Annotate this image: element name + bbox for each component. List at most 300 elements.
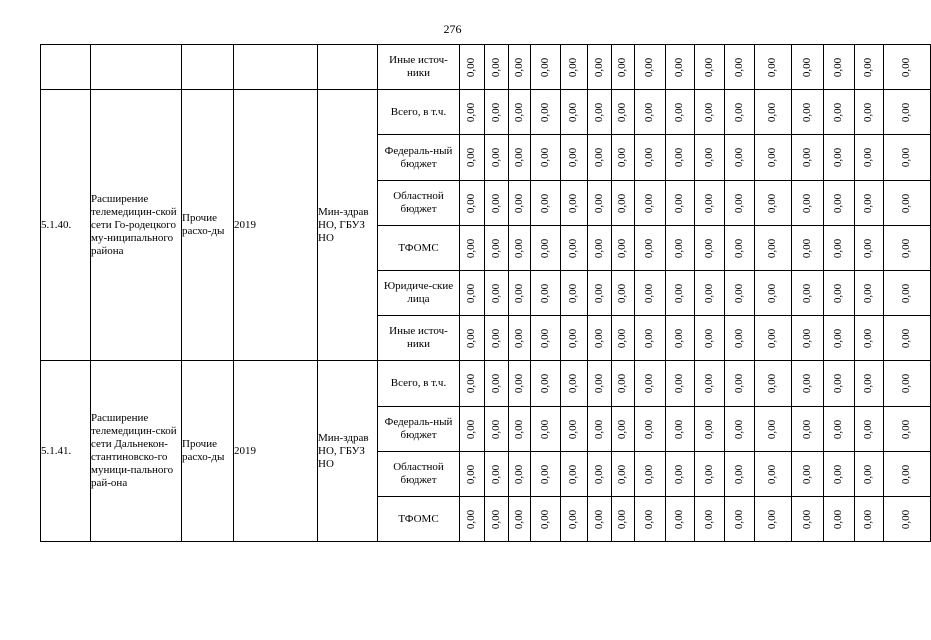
value-text: 0,00 [703, 464, 715, 484]
value-text: 0,00 [766, 283, 779, 303]
funding-source: Федераль-ный бюджет [378, 407, 460, 452]
value-text: 0,00 [766, 328, 779, 348]
item-number: 5.1.40. [41, 90, 91, 361]
item-year [234, 45, 318, 90]
value-text: 0,00 [593, 283, 605, 303]
value-cell [725, 45, 755, 90]
value-text: 0,00 [539, 283, 551, 303]
value-cell [588, 45, 612, 90]
value-text: 0,00 [733, 147, 745, 168]
value-text: 0,00 [801, 509, 813, 529]
value-text: 0,00 [673, 509, 686, 529]
value-cell [485, 135, 509, 181]
value-cell [460, 271, 485, 316]
item-number [41, 45, 91, 90]
value-text: 0,00 [862, 464, 875, 484]
value-text: 0,00 [733, 509, 745, 529]
value-cell [884, 361, 931, 407]
value-text: 0,00 [490, 283, 502, 303]
value-cell [855, 361, 884, 407]
value-cell [460, 316, 485, 361]
value-cell [612, 226, 635, 271]
value-text: 0,00 [801, 102, 813, 122]
value-text: 0,00 [643, 419, 656, 439]
value-cell [695, 361, 725, 407]
value-cell [531, 226, 561, 271]
value-text: 0,00 [766, 373, 779, 394]
value-cell [855, 45, 884, 90]
value-text: 0,00 [832, 464, 845, 484]
value-text: 0,00 [832, 102, 845, 122]
value-cell [561, 271, 588, 316]
value-text: 0,00 [900, 57, 913, 77]
value-cell [792, 135, 824, 181]
value-cell [755, 181, 792, 226]
value-text: 0,00 [766, 147, 779, 168]
value-cell [485, 452, 509, 497]
value-text: 0,00 [616, 328, 629, 348]
funding-source: Иные источ-ники [378, 45, 460, 90]
value-text: 0,00 [862, 373, 875, 394]
value-cell [561, 45, 588, 90]
value-cell [666, 361, 695, 407]
value-cell [855, 226, 884, 271]
value-cell [612, 271, 635, 316]
value-text: 0,00 [490, 102, 502, 122]
value-cell [588, 316, 612, 361]
value-cell [460, 452, 485, 497]
value-cell [612, 181, 635, 226]
value-cell [695, 135, 725, 181]
value-text: 0,00 [703, 102, 715, 122]
funding-source: Всего, в т.ч. [378, 361, 460, 407]
value-cell [588, 181, 612, 226]
value-text: 0,00 [643, 328, 656, 348]
value-text: 0,00 [490, 193, 502, 213]
value-text: 0,00 [900, 373, 913, 394]
value-text: 0,00 [801, 419, 813, 439]
value-cell [588, 90, 612, 135]
item-executor: Мин-здрав НО, ГБУЗ НО [318, 361, 378, 542]
table-row [41, 45, 931, 90]
value-cell [695, 271, 725, 316]
value-cell [755, 316, 792, 361]
value-cell [485, 497, 509, 542]
value-cell [725, 452, 755, 497]
value-cell [755, 226, 792, 271]
value-cell [824, 316, 855, 361]
value-text: 0,00 [832, 328, 845, 348]
value-cell [792, 316, 824, 361]
value-text: 0,00 [832, 147, 845, 168]
value-text: 0,00 [801, 464, 813, 484]
value-text: 0,00 [900, 509, 913, 529]
value-text: 0,00 [766, 57, 779, 77]
value-text: 0,00 [490, 373, 502, 394]
value-text: 0,00 [862, 419, 875, 439]
value-text: 0,00 [567, 102, 580, 122]
value-text: 0,00 [593, 193, 605, 213]
value-text: 0,00 [832, 373, 845, 394]
value-cell [666, 497, 695, 542]
value-cell [666, 135, 695, 181]
value-text: 0,00 [703, 509, 715, 529]
value-cell [635, 497, 666, 542]
value-cell [824, 497, 855, 542]
value-cell [612, 90, 635, 135]
value-text: 0,00 [703, 238, 715, 258]
value-text: 0,00 [733, 193, 745, 213]
value-text: 0,00 [703, 419, 715, 439]
value-text: 0,00 [832, 509, 845, 529]
value-text: 0,00 [862, 509, 875, 529]
item-executor [318, 45, 378, 90]
value-text: 0,00 [616, 57, 629, 77]
value-cell [755, 45, 792, 90]
value-cell [884, 316, 931, 361]
value-cell [561, 181, 588, 226]
funding-source: Областной бюджет [378, 181, 460, 226]
value-cell [485, 316, 509, 361]
value-text: 0,00 [490, 419, 502, 439]
value-cell [509, 181, 531, 226]
value-cell [695, 452, 725, 497]
value-text: 0,00 [703, 147, 715, 168]
value-text: 0,00 [465, 464, 478, 484]
item-name: Расширение телемедицин-ской сети Го-родецкого му-ниципального района [91, 90, 182, 361]
value-cell [884, 45, 931, 90]
value-text: 0,00 [616, 283, 629, 303]
value-text: 0,00 [673, 147, 686, 168]
value-text: 0,00 [643, 147, 656, 168]
value-cell [635, 271, 666, 316]
value-cell [666, 407, 695, 452]
value-text: 0,00 [832, 283, 845, 303]
value-text: 0,00 [900, 283, 913, 303]
value-cell [666, 316, 695, 361]
funding-source: Всего, в т.ч. [378, 90, 460, 135]
value-text: 0,00 [733, 464, 745, 484]
value-cell [460, 226, 485, 271]
value-text: 0,00 [513, 509, 525, 529]
value-cell [460, 407, 485, 452]
value-text: 0,00 [900, 193, 913, 213]
value-cell [509, 452, 531, 497]
value-cell [855, 271, 884, 316]
value-text: 0,00 [567, 193, 580, 213]
value-cell [485, 90, 509, 135]
value-cell [725, 361, 755, 407]
value-text: 0,00 [862, 238, 875, 258]
value-text: 0,00 [766, 238, 779, 258]
value-cell [485, 271, 509, 316]
value-text: 0,00 [513, 464, 525, 484]
value-cell [695, 45, 725, 90]
value-cell [792, 361, 824, 407]
value-text: 0,00 [643, 57, 656, 77]
value-text: 0,00 [616, 373, 629, 394]
value-text: 0,00 [801, 238, 813, 258]
value-text: 0,00 [733, 283, 745, 303]
value-text: 0,00 [567, 283, 580, 303]
value-cell [824, 271, 855, 316]
value-cell [695, 497, 725, 542]
value-text: 0,00 [766, 464, 779, 484]
value-cell [792, 452, 824, 497]
value-cell [635, 407, 666, 452]
value-text: 0,00 [567, 147, 580, 168]
value-cell [531, 90, 561, 135]
value-text: 0,00 [673, 464, 686, 484]
value-cell [531, 497, 561, 542]
value-cell [509, 90, 531, 135]
value-cell [635, 361, 666, 407]
value-text: 0,00 [673, 238, 686, 258]
value-text: 0,00 [900, 147, 913, 168]
value-text: 0,00 [490, 238, 502, 258]
value-cell [531, 271, 561, 316]
value-text: 0,00 [490, 147, 502, 168]
value-cell [588, 226, 612, 271]
value-text: 0,00 [703, 193, 715, 213]
value-text: 0,00 [733, 419, 745, 439]
item-name: Расширение телемедицин-ской сети Дальнекон-стантиновско-го муници-пального рай-она [91, 361, 182, 542]
table-row [41, 361, 931, 407]
value-cell [695, 316, 725, 361]
value-cell [695, 90, 725, 135]
value-cell [666, 271, 695, 316]
value-cell [561, 452, 588, 497]
value-cell [531, 181, 561, 226]
funding-source: Областной бюджет [378, 452, 460, 497]
value-text: 0,00 [513, 283, 525, 303]
value-cell [460, 90, 485, 135]
value-cell [460, 497, 485, 542]
value-cell [855, 316, 884, 361]
value-text: 0,00 [801, 328, 813, 348]
value-text: 0,00 [513, 328, 525, 348]
value-cell [612, 135, 635, 181]
value-cell [485, 226, 509, 271]
value-text: 0,00 [766, 419, 779, 439]
value-cell [884, 90, 931, 135]
value-cell [755, 361, 792, 407]
value-cell [635, 135, 666, 181]
value-text: 0,00 [703, 328, 715, 348]
value-cell [725, 497, 755, 542]
value-cell [588, 452, 612, 497]
item-year: 2019 [234, 361, 318, 542]
value-text: 0,00 [900, 328, 913, 348]
value-text: 0,00 [801, 147, 813, 168]
value-text: 0,00 [593, 328, 605, 348]
value-text: 0,00 [567, 238, 580, 258]
value-cell [725, 271, 755, 316]
value-cell [824, 181, 855, 226]
value-text: 0,00 [643, 373, 656, 394]
value-cell [666, 45, 695, 90]
value-cell [725, 316, 755, 361]
value-text: 0,00 [766, 509, 779, 529]
value-cell [666, 452, 695, 497]
value-cell [755, 407, 792, 452]
value-text: 0,00 [673, 283, 686, 303]
value-cell [855, 497, 884, 542]
value-text: 0,00 [465, 373, 478, 394]
value-cell [695, 407, 725, 452]
value-text: 0,00 [465, 328, 478, 348]
value-text: 0,00 [673, 328, 686, 348]
value-cell [792, 181, 824, 226]
value-cell [884, 497, 931, 542]
value-text: 0,00 [733, 328, 745, 348]
value-cell [855, 135, 884, 181]
value-cell [635, 226, 666, 271]
value-text: 0,00 [513, 57, 525, 77]
value-cell [824, 90, 855, 135]
value-text: 0,00 [801, 373, 813, 394]
value-text: 0,00 [593, 419, 605, 439]
value-cell [460, 45, 485, 90]
funding-source: Федераль-ный бюджет [378, 135, 460, 181]
funding-source: Юридиче-ские лица [378, 271, 460, 316]
value-text: 0,00 [703, 373, 715, 394]
value-text: 0,00 [465, 193, 478, 213]
value-text: 0,00 [643, 283, 656, 303]
value-cell [460, 135, 485, 181]
value-text: 0,00 [513, 373, 525, 394]
value-text: 0,00 [490, 509, 502, 529]
value-cell [725, 181, 755, 226]
value-text: 0,00 [900, 464, 913, 484]
value-cell [460, 181, 485, 226]
value-cell [588, 361, 612, 407]
value-cell [792, 497, 824, 542]
value-cell [666, 181, 695, 226]
value-text: 0,00 [673, 419, 686, 439]
value-text: 0,00 [465, 147, 478, 168]
value-cell [485, 361, 509, 407]
item-number: 5.1.41. [41, 361, 91, 542]
value-text: 0,00 [801, 57, 813, 77]
value-cell [531, 452, 561, 497]
value-cell [725, 226, 755, 271]
funding-source: Иные источ-ники [378, 316, 460, 361]
value-text: 0,00 [593, 57, 605, 77]
value-text: 0,00 [673, 102, 686, 122]
value-text: 0,00 [593, 147, 605, 168]
value-text: 0,00 [862, 283, 875, 303]
value-text: 0,00 [539, 464, 551, 484]
value-cell [792, 45, 824, 90]
funding-source: ТФОМС [378, 497, 460, 542]
value-text: 0,00 [801, 193, 813, 213]
value-text: 0,00 [539, 102, 551, 122]
value-cell [792, 226, 824, 271]
value-text: 0,00 [567, 464, 580, 484]
value-cell [612, 316, 635, 361]
value-text: 0,00 [673, 193, 686, 213]
value-cell [561, 316, 588, 361]
value-cell [561, 361, 588, 407]
value-cell [509, 407, 531, 452]
value-cell [635, 181, 666, 226]
value-cell [824, 452, 855, 497]
value-text: 0,00 [643, 464, 656, 484]
value-text: 0,00 [900, 102, 913, 122]
value-cell [531, 361, 561, 407]
value-text: 0,00 [465, 238, 478, 258]
value-text: 0,00 [766, 102, 779, 122]
value-text: 0,00 [513, 193, 525, 213]
value-text: 0,00 [673, 373, 686, 394]
value-text: 0,00 [862, 102, 875, 122]
value-text: 0,00 [539, 147, 551, 168]
value-cell [485, 407, 509, 452]
value-cell [884, 135, 931, 181]
value-cell [612, 361, 635, 407]
value-text: 0,00 [567, 419, 580, 439]
value-cell [855, 90, 884, 135]
value-text: 0,00 [616, 464, 629, 484]
value-text: 0,00 [465, 102, 478, 122]
value-cell [509, 45, 531, 90]
value-cell [824, 45, 855, 90]
value-cell [531, 135, 561, 181]
value-text: 0,00 [490, 57, 502, 77]
value-cell [485, 45, 509, 90]
value-cell [755, 90, 792, 135]
value-cell [725, 135, 755, 181]
value-cell [509, 361, 531, 407]
value-text: 0,00 [539, 509, 551, 529]
value-cell [509, 135, 531, 181]
value-cell [561, 90, 588, 135]
value-cell [855, 452, 884, 497]
value-text: 0,00 [465, 419, 478, 439]
value-text: 0,00 [733, 57, 745, 77]
value-cell [695, 226, 725, 271]
value-cell [612, 407, 635, 452]
value-text: 0,00 [832, 193, 845, 213]
item-name [91, 45, 182, 90]
value-cell [884, 181, 931, 226]
value-text: 0,00 [490, 328, 502, 348]
value-text: 0,00 [703, 57, 715, 77]
value-cell [725, 90, 755, 135]
value-cell [824, 361, 855, 407]
item-executor: Мин-здрав НО, ГБУЗ НО [318, 90, 378, 361]
value-text: 0,00 [616, 193, 629, 213]
value-text: 0,00 [643, 509, 656, 529]
value-text: 0,00 [900, 419, 913, 439]
value-text: 0,00 [567, 57, 580, 77]
page-number: 276 [443, 22, 462, 36]
value-text: 0,00 [862, 328, 875, 348]
value-text: 0,00 [643, 193, 656, 213]
value-text: 0,00 [567, 373, 580, 394]
value-text: 0,00 [567, 328, 580, 348]
value-cell [612, 45, 635, 90]
value-text: 0,00 [539, 328, 551, 348]
value-text: 0,00 [832, 57, 845, 77]
value-text: 0,00 [593, 464, 605, 484]
value-text: 0,00 [539, 373, 551, 394]
value-cell [755, 271, 792, 316]
value-text: 0,00 [862, 147, 875, 168]
value-cell [635, 316, 666, 361]
value-cell [509, 226, 531, 271]
